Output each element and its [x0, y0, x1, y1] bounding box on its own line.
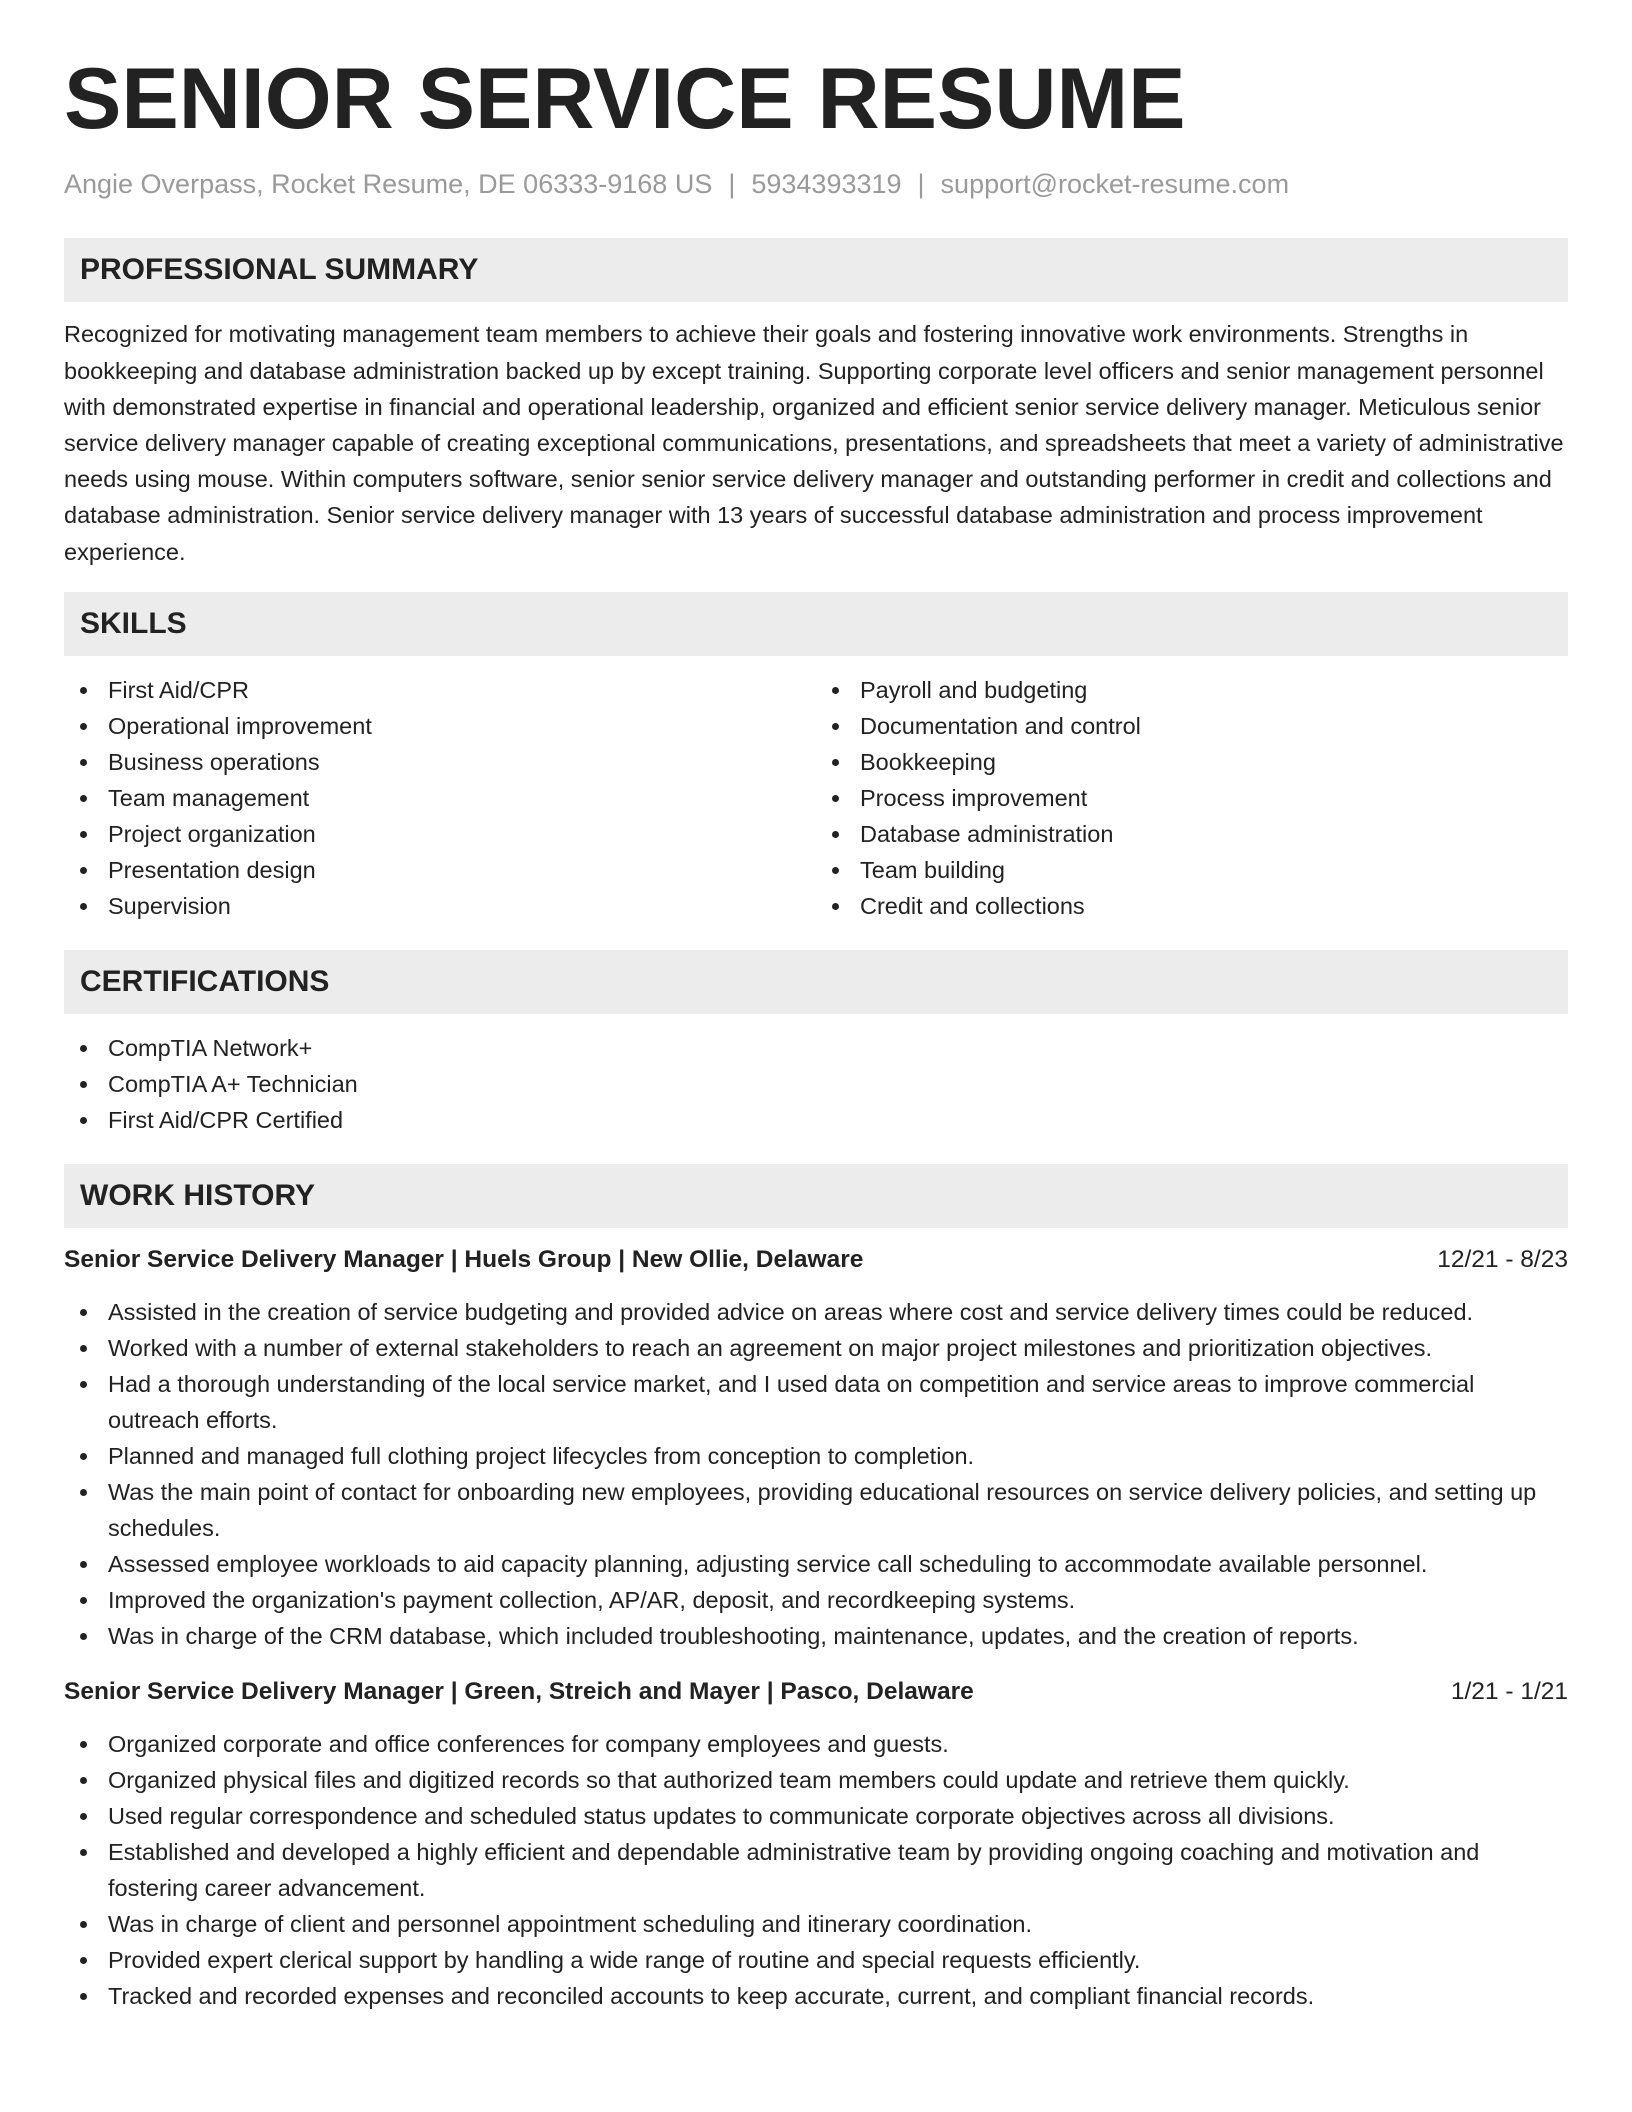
job-dates: 12/21 - 8/23 — [1437, 1245, 1568, 1273]
contact-address: Angie Overpass, Rocket Resume, DE 06333-9168 US — [64, 169, 713, 199]
job-bullet: Worked with a number of external stakeholders to reach an agreement on major project milestones and prioritization objectives. — [64, 1330, 1568, 1366]
section-header-summary: PROFESSIONAL SUMMARY — [64, 238, 1568, 302]
skills-grid — [64, 672, 1568, 924]
skills-list-right — [816, 672, 1568, 924]
skill-item: Process improvement — [816, 780, 1568, 816]
job-entry — [64, 1242, 1568, 1654]
contact-line — [64, 168, 1568, 200]
job-bullet: Established and developed a highly efficient and dependable administrative team by providing ongoing coaching and motivation and fostering career advancement. — [64, 1834, 1568, 1906]
certification-item: First Aid/CPR Certified — [64, 1102, 1568, 1138]
contact-phone: 5934393319 — [751, 169, 902, 199]
skill-item: Payroll and budgeting — [816, 672, 1568, 708]
skills-column-left — [64, 672, 816, 924]
job-bullet: Tracked and recorded expenses and reconciled accounts to keep accurate, current, and compliant financial records. — [64, 1978, 1568, 2014]
contact-separator: | — [917, 169, 925, 199]
job-header — [64, 1242, 1568, 1278]
skill-item: Documentation and control — [816, 708, 1568, 744]
contact-email: support@rocket-resume.com — [940, 169, 1290, 199]
job-bullet: Had a thorough understanding of the local service market, and I used data on competition and service areas to improve commercial outreach efforts. — [64, 1366, 1568, 1438]
skill-item: Database administration — [816, 816, 1568, 852]
job-bullet: Assessed employee workloads to aid capacity planning, adjusting service call scheduling to accommodate available personnel. — [64, 1546, 1568, 1582]
section-header-work-history: WORK HISTORY — [64, 1164, 1568, 1228]
certifications-list — [64, 1030, 1568, 1138]
skill-item: Presentation design — [64, 852, 816, 888]
skill-item: Supervision — [64, 888, 816, 924]
skill-item: Team building — [816, 852, 1568, 888]
job-bullet: Assisted in the creation of service budgeting and provided advice on areas where cost and service delivery times could be reduced. — [64, 1294, 1568, 1330]
job-bullet: Was in charge of client and personnel appointment scheduling and itinerary coordination. — [64, 1906, 1568, 1942]
section-header-skills: SKILLS — [64, 592, 1568, 656]
skill-item: Operational improvement — [64, 708, 816, 744]
job-bullet: Improved the organization's payment collection, AP/AR, deposit, and recordkeeping systems. — [64, 1582, 1568, 1618]
skill-item: Business operations — [64, 744, 816, 780]
skill-item: Project organization — [64, 816, 816, 852]
contact-separator: | — [728, 169, 736, 199]
job-bullets — [64, 1294, 1568, 1654]
job-header — [64, 1674, 1568, 1710]
skills-list-left — [64, 672, 816, 924]
job-bullet: Provided expert clerical support by handling a wide range of routine and special requests efficiently. — [64, 1942, 1568, 1978]
skill-item: First Aid/CPR — [64, 672, 816, 708]
job-bullets — [64, 1726, 1568, 2014]
job-bullet: Was in charge of the CRM database, which included troubleshooting, maintenance, updates, and the creation of reports. — [64, 1618, 1568, 1654]
summary-text: Recognized for motivating management team members to achieve their goals and fostering innovative work environments. Strengths in bookkeeping and database administration backed up by except training. Supporting corporate level officers and senior management personnel with demonstrated expertise in financial and operational leadership, organized and efficient senior service delivery manager. Meticulous senior service delivery manager capable of creating exceptional communications, presentations, and spreadsheets that meet a variety of administrative needs using mouse. Within computers software, senior senior service delivery manager and outstanding performer in credit and collections and database administration. Senior service delivery manager with 13 years of successful database administration and process improvement experience. — [64, 321, 1564, 565]
resume-title: SENIOR SERVICE RESUME — [64, 51, 1186, 147]
job-title: Senior Service Delivery Manager | Huels Group | New Ollie, Delaware — [64, 1245, 864, 1273]
certification-item: CompTIA Network+ — [64, 1030, 1568, 1066]
job-bullet: Was the main point of contact for onboarding new employees, providing educational resources on service delivery policies, and setting up schedules. — [64, 1474, 1568, 1546]
skills-column-right — [816, 672, 1568, 924]
job-bullet: Organized corporate and office conferences for company employees and guests. — [64, 1726, 1568, 1762]
skill-item: Credit and collections — [816, 888, 1568, 924]
skill-item: Team management — [64, 780, 816, 816]
job-bullet: Used regular correspondence and scheduled status updates to communicate corporate objectives across all divisions. — [64, 1798, 1568, 1834]
job-entry — [64, 1674, 1568, 2014]
section-header-certifications: CERTIFICATIONS — [64, 950, 1568, 1014]
skill-item: Bookkeeping — [816, 744, 1568, 780]
job-dates: 1/21 - 1/21 — [1450, 1677, 1568, 1705]
job-bullet: Planned and managed full clothing project lifecycles from conception to completion. — [64, 1438, 1568, 1474]
certification-item: CompTIA A+ Technician — [64, 1066, 1568, 1102]
job-title: Senior Service Delivery Manager | Green, Streich and Mayer | Pasco, Delaware — [64, 1677, 974, 1705]
job-bullet: Organized physical files and digitized records so that authorized team members could update and retrieve them quickly. — [64, 1762, 1568, 1798]
